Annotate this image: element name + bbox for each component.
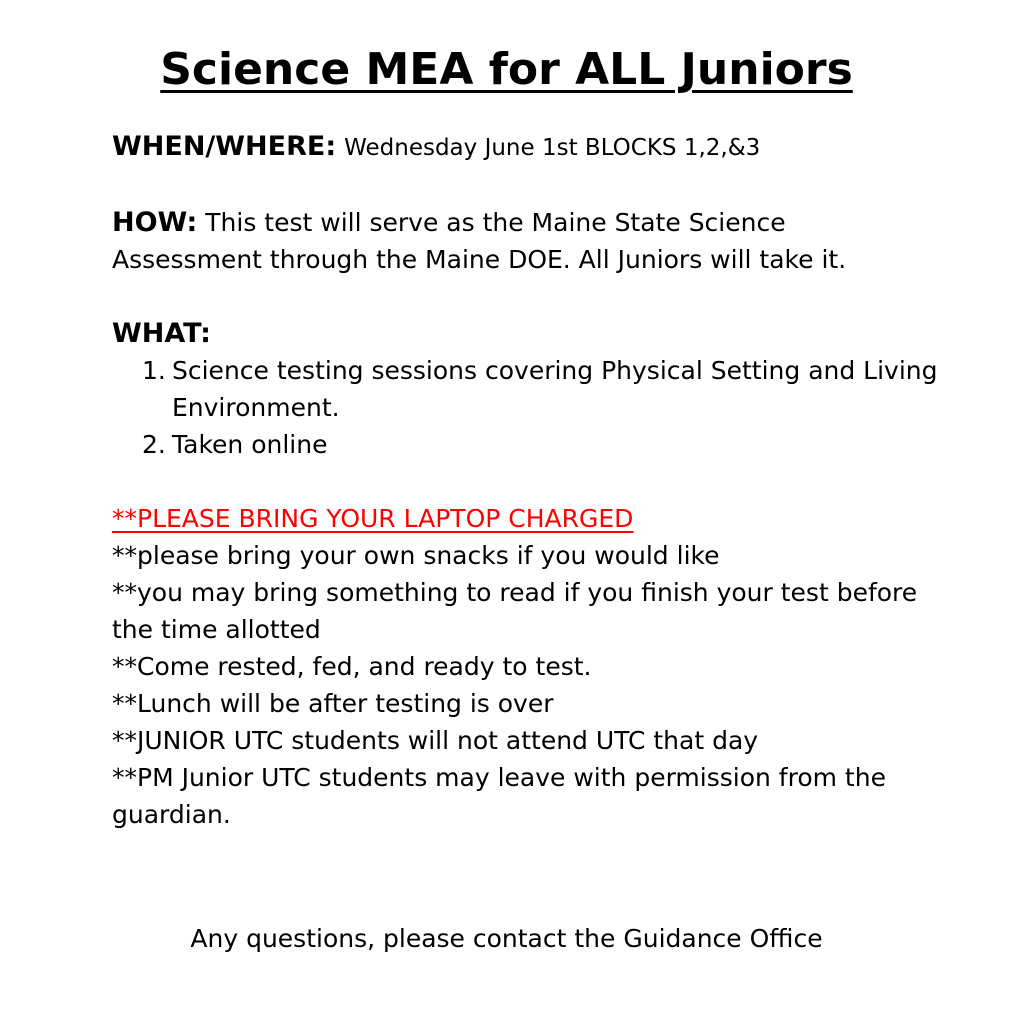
how-value: This test will serve as the Maine State Science Assessment through the Maine DOE. All Juniors will take it. bbox=[112, 208, 847, 274]
spacer bbox=[112, 463, 942, 500]
how-label: HOW: bbox=[112, 207, 198, 238]
what-item-text: Taken online bbox=[172, 430, 328, 459]
note-item: **please bring your own snacks if you would like bbox=[112, 541, 720, 570]
note-item: **Lunch will be after testing is over bbox=[112, 689, 554, 718]
when-where-label: WHEN/WHERE: bbox=[112, 131, 337, 162]
flyer-content bbox=[112, 128, 942, 833]
laptop-alert: **PLEASE BRING YOUR LAPTOP CHARGED bbox=[112, 504, 634, 533]
contact-footer: Any questions, please contact the Guidance Office bbox=[190, 924, 823, 953]
what-item-number: 1. bbox=[142, 356, 166, 385]
note-item: **Come rested, fed, and ready to test. bbox=[112, 652, 592, 681]
what-section bbox=[112, 315, 942, 352]
note-item: **JUNIOR UTC students will not attend UTC that day bbox=[112, 726, 759, 755]
what-list-item bbox=[142, 352, 942, 426]
when-where-value: Wednesday June 1st BLOCKS 1,2,&3 bbox=[344, 135, 761, 161]
flyer-title bbox=[0, 42, 1013, 98]
what-item-number: 2. bbox=[142, 430, 166, 459]
what-label: WHAT: bbox=[112, 318, 211, 349]
spacer bbox=[112, 167, 942, 204]
note-item: **PM Junior UTC students may leave with permission from the guardian. bbox=[112, 763, 886, 829]
spacer bbox=[112, 278, 942, 315]
what-list-item bbox=[142, 426, 942, 463]
flyer-title-text: Science MEA for ALL Juniors bbox=[160, 44, 853, 95]
how-section bbox=[112, 204, 942, 278]
what-list bbox=[112, 352, 942, 463]
note-item: **you may bring something to read if you finish your test before the time allotted bbox=[112, 578, 918, 644]
when-where-section bbox=[112, 128, 942, 167]
what-item-text: Science testing sessions covering Physical Setting and Living Environment. bbox=[172, 356, 938, 422]
